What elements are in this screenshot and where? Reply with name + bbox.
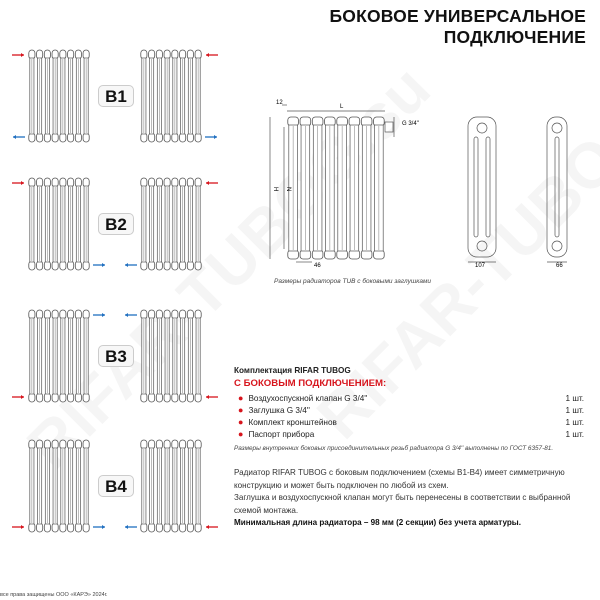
scheme-label: B2 — [98, 213, 134, 235]
kit-item — [234, 416, 584, 428]
flow-arrow-icon — [206, 181, 218, 185]
flow-arrow-icon — [206, 395, 218, 399]
bullet-icon: ● — [238, 393, 244, 403]
dim-pitch: 46 — [314, 263, 321, 269]
kit-item-name: ● Воздухоспускной клапан G 3/4'' — [238, 393, 368, 403]
dimension-drawing — [260, 95, 590, 275]
radiator-left — [29, 440, 89, 532]
flow-arrow-icon — [125, 263, 137, 267]
flow-arrow-icon — [12, 181, 24, 185]
kit-item — [234, 404, 584, 416]
flow-arrow-icon — [93, 263, 105, 267]
dim-depth-3col: 107 — [475, 263, 486, 269]
radiator-left — [29, 50, 89, 142]
kit-item-name: ● Паспорт прибора — [238, 429, 315, 439]
flow-arrow-icon — [12, 53, 24, 57]
dim-axis: N — [285, 187, 291, 192]
kit-item-qty: 1 шт. — [565, 417, 584, 427]
kit-item-name: ● Комплект кронштейнов — [238, 417, 337, 427]
flow-arrow-icon — [12, 395, 24, 399]
kit-item-qty: 1 шт. — [565, 405, 584, 415]
flow-arrow-icon — [13, 135, 25, 139]
bullet-icon: ● — [238, 405, 244, 415]
kit-heading: Комплектация RIFAR TUBOG — [234, 366, 351, 375]
kit-item-qty: 1 шт. — [565, 429, 584, 439]
flow-arrow-icon — [125, 313, 137, 317]
flow-arrow-icon — [93, 525, 105, 529]
flow-arrow-icon — [125, 525, 137, 529]
kit-item-qty: 1 шт. — [565, 393, 584, 403]
radiator-left — [29, 178, 89, 270]
copyright: все права защищены ООО «КАРЭ» 2024г. — [0, 592, 108, 598]
kit-item — [234, 428, 584, 440]
scheme-label: B3 — [98, 345, 134, 367]
kit-subheading: С БОКОВЫМ ПОДКЛЮЧЕНИЕМ: — [234, 378, 387, 389]
flow-arrow-icon — [206, 53, 218, 57]
bullet-icon: ● — [238, 417, 244, 427]
bullet-icon: ● — [238, 429, 244, 439]
dim-depth-2col: 66 — [556, 263, 563, 269]
radiator-right — [141, 310, 201, 402]
page-title — [329, 6, 586, 48]
title-line-2: ПОДКЛЮЧЕНИЕ — [443, 27, 586, 47]
kit-item-name: ● Заглушка G 3/4'' — [238, 405, 310, 415]
description — [234, 467, 584, 530]
dim-offset: 12 — [276, 100, 283, 106]
flow-arrow-icon — [206, 525, 218, 529]
radiator-right — [141, 440, 201, 532]
description-p3: Минимальная длина радиатора – 98 мм (2 секции) без учета арматуры. — [234, 518, 521, 527]
scheme-label: B4 — [98, 475, 134, 497]
kit-item — [234, 392, 584, 404]
drawing-caption: Размеры радиаторов TUB с боковыми заглушками — [274, 278, 432, 285]
radiator-right — [141, 178, 201, 270]
dim-thread: G 3/4'' — [402, 121, 419, 127]
flow-arrow-icon — [12, 525, 24, 529]
kit-section — [234, 366, 584, 452]
flow-arrow-icon — [205, 135, 217, 139]
description-p1: Радиатор RIFAR TUBOG с боковым подключением (схемы В1-В4) имеет симметричную конструкцию и может быть подключен по любой из схем. — [234, 468, 565, 490]
description-p2: Заглушка и воздухоспускной клапан могут быть перенесены в соответствии с выбранной схемой монтажа. — [234, 493, 571, 515]
dim-height: H — [272, 187, 278, 192]
flow-arrow-icon — [93, 313, 105, 317]
radiator-right — [141, 50, 201, 142]
title-line-1: БОКОВОЕ УНИВЕРСАЛЬНОЕ — [329, 6, 586, 26]
radiator-left — [29, 310, 89, 402]
dim-length: L — [340, 104, 344, 110]
kit-note: Размеры внутренних боковых присоединительных резьб радиатора G 3/4'' выполнены по ГОСТ 6357-81. — [234, 445, 554, 452]
scheme-label: B1 — [98, 85, 134, 107]
